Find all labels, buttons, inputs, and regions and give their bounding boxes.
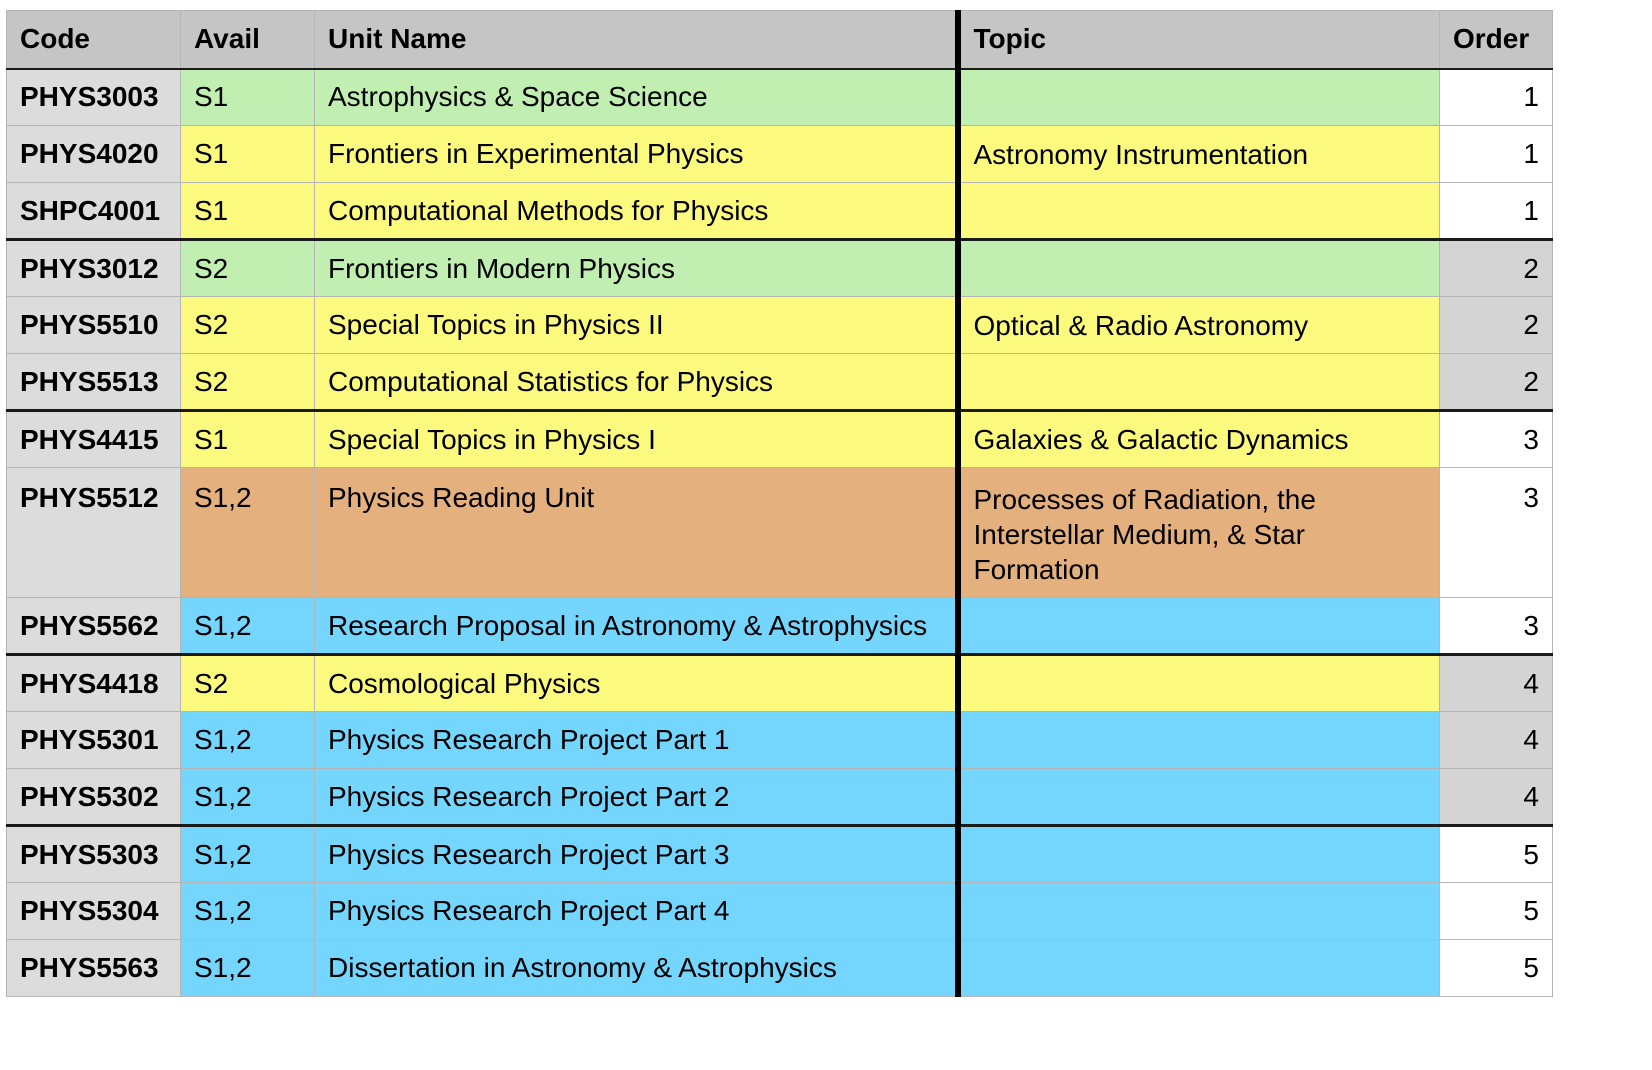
unit-code: PHYS5562 [7,598,181,655]
table-row [7,826,1553,883]
header-order: Order [1440,11,1553,69]
unit-topic: Astronomy Instrumentation [958,126,1440,183]
unit-topic [958,240,1440,297]
table-row [7,183,1553,240]
table-row [7,240,1553,297]
unit-order: 5 [1440,883,1553,940]
unit-avail: S1 [181,183,315,240]
unit-order: 5 [1440,826,1553,883]
unit-code: PHYS5301 [7,712,181,769]
unit-topic: Galaxies & Galactic Dynamics [958,411,1440,468]
unit-order: 2 [1440,240,1553,297]
unit-name: Cosmological Physics [315,655,958,712]
table-row [7,411,1553,468]
table-row [7,354,1553,411]
unit-code: PHYS5510 [7,297,181,354]
header-topic: Topic [958,11,1440,69]
unit-code: PHYS5302 [7,769,181,826]
unit-order: 2 [1440,354,1553,411]
table-row [7,126,1553,183]
unit-topic [958,826,1440,883]
unit-code: PHYS3012 [7,240,181,297]
unit-code: PHYS3003 [7,69,181,126]
unit-code: SHPC4001 [7,183,181,240]
unit-code: PHYS4415 [7,411,181,468]
unit-avail: S2 [181,655,315,712]
unit-name: Astrophysics & Space Science [315,69,958,126]
unit-avail: S1,2 [181,598,315,655]
unit-avail: S1,2 [181,883,315,940]
unit-code: PHYS5512 [7,468,181,598]
table-row [7,297,1553,354]
header-row [7,11,1553,69]
unit-avail: S2 [181,240,315,297]
unit-order: 3 [1440,598,1553,655]
units-table [6,10,1553,997]
header-code: Code [7,11,181,69]
table-row [7,69,1553,126]
unit-code: PHYS5304 [7,883,181,940]
unit-name: Dissertation in Astronomy & Astrophysics [315,940,958,997]
unit-order: 4 [1440,655,1553,712]
table-row [7,940,1553,997]
unit-avail: S2 [181,354,315,411]
unit-topic [958,354,1440,411]
table-row [7,655,1553,712]
unit-topic [958,69,1440,126]
unit-avail: S1,2 [181,769,315,826]
header-avail: Avail [181,11,315,69]
unit-avail: S1,2 [181,826,315,883]
unit-order: 1 [1440,183,1553,240]
unit-topic: Optical & Radio Astronomy [958,297,1440,354]
table-row [7,468,1553,598]
table-row [7,598,1553,655]
unit-order: 4 [1440,769,1553,826]
table-row [7,769,1553,826]
unit-order: 5 [1440,940,1553,997]
unit-name: Physics Research Project Part 4 [315,883,958,940]
unit-name: Frontiers in Modern Physics [315,240,958,297]
unit-avail: S1 [181,411,315,468]
unit-topic [958,655,1440,712]
unit-name: Physics Research Project Part 3 [315,826,958,883]
unit-name: Research Proposal in Astronomy & Astrophysics [315,598,958,655]
table-row [7,712,1553,769]
unit-name: Physics Research Project Part 1 [315,712,958,769]
unit-code: PHYS5563 [7,940,181,997]
unit-code: PHYS5303 [7,826,181,883]
unit-topic [958,883,1440,940]
unit-avail: S2 [181,297,315,354]
unit-name: Special Topics in Physics I [315,411,958,468]
unit-order: 3 [1440,411,1553,468]
header-unit-name: Unit Name [315,11,958,69]
unit-topic [958,598,1440,655]
table-row [7,883,1553,940]
unit-order: 4 [1440,712,1553,769]
unit-name: Computational Statistics for Physics [315,354,958,411]
unit-avail: S1,2 [181,468,315,598]
unit-code: PHYS5513 [7,354,181,411]
unit-code: PHYS4418 [7,655,181,712]
unit-avail: S1,2 [181,940,315,997]
unit-name: Physics Reading Unit [315,468,958,598]
unit-code: PHYS4020 [7,126,181,183]
unit-avail: S1 [181,69,315,126]
unit-name: Physics Research Project Part 2 [315,769,958,826]
unit-avail: S1 [181,126,315,183]
unit-order: 3 [1440,468,1553,598]
unit-topic [958,769,1440,826]
unit-order: 1 [1440,126,1553,183]
unit-name: Special Topics in Physics II [315,297,958,354]
unit-topic [958,183,1440,240]
unit-order: 2 [1440,297,1553,354]
unit-order: 1 [1440,69,1553,126]
unit-name: Computational Methods for Physics [315,183,958,240]
unit-topic [958,940,1440,997]
unit-name: Frontiers in Experimental Physics [315,126,958,183]
unit-topic: Processes of Radiation, the Interstellar Medium, & Star Formation [958,468,1440,598]
unit-topic [958,712,1440,769]
unit-avail: S1,2 [181,712,315,769]
